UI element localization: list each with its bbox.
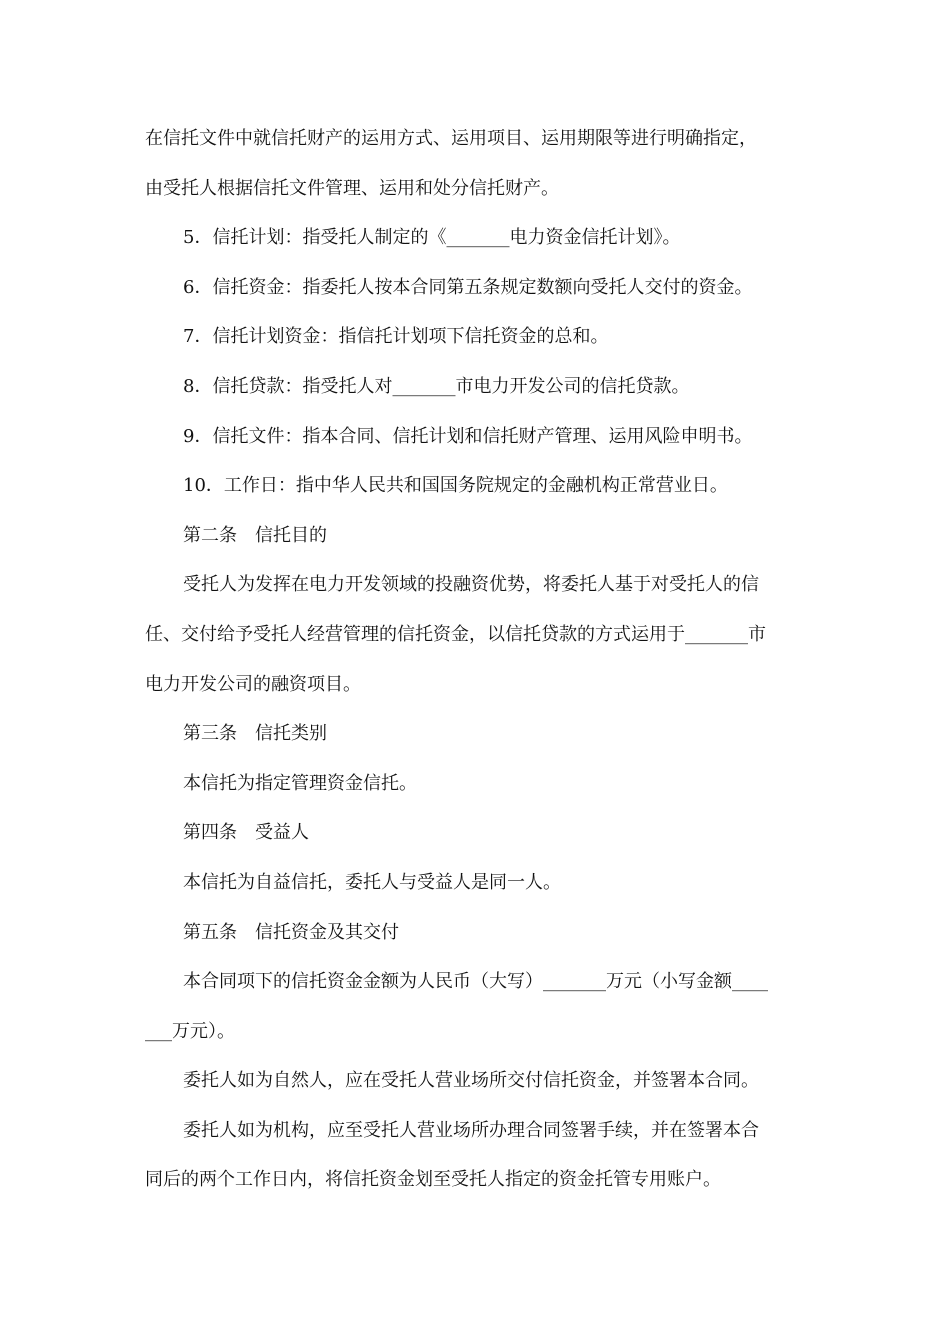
definition-item: 9．信托文件：指本合同、信托计划和信托财产管理、运用风险申明书。 bbox=[183, 425, 753, 447]
body-line: 本合同项下的信托资金金额为人民币（大写）_______万元（小写金额____ bbox=[183, 971, 768, 993]
body-line: 本信托为指定管理资金信托。 bbox=[183, 772, 417, 794]
article-heading: 第二条 信托目的 bbox=[183, 524, 327, 546]
body-line: 电力开发公司的融资项目。 bbox=[145, 673, 361, 695]
body-line: 本信托为自益信托，委托人与受益人是同一人。 bbox=[183, 871, 561, 893]
body-line: 委托人如为自然人，应在受托人营业场所交付信托资金，并签署本合同。 bbox=[183, 1070, 759, 1092]
article-heading: 第三条 信托类别 bbox=[183, 723, 327, 745]
body-line: 委托人如为机构，应至受托人营业场所办理合同签署手续，并在签署本合 bbox=[183, 1119, 759, 1141]
article-heading: 第四条 受益人 bbox=[183, 822, 309, 844]
definition-item: 6．信托资金：指委托人按本合同第五条规定数额向受托人交付的资金。 bbox=[183, 276, 753, 298]
definition-item: 8．信托贷款：指受托人对_______市电力开发公司的信托贷款。 bbox=[183, 375, 690, 397]
body-line: 任、交付给予受托人经营管理的信托资金，以信托贷款的方式运用于_______市 bbox=[145, 623, 766, 645]
body-line: 受托人为发挥在电力开发领域的投融资优势，将委托人基于对受托人的信 bbox=[183, 574, 759, 596]
body-line: 在信托文件中就信托财产的运用方式、运用项目、运用期限等进行明确指定， bbox=[145, 128, 757, 149]
article-heading: 第五条 信托资金及其交付 bbox=[183, 921, 399, 943]
body-line: ___万元）。 bbox=[145, 1020, 235, 1042]
definition-item: 5．信托计划：指受托人制定的《_______电力资金信托计划》。 bbox=[183, 227, 681, 249]
document-body bbox=[145, 114, 810, 1205]
definition-item: 7．信托计划资金：指信托计划项下信托资金的总和。 bbox=[183, 326, 609, 348]
body-line: 由受托人根据信托文件管理、运用和处分信托财产。 bbox=[145, 177, 559, 199]
definition-item: 10．工作日：指中华人民共和国国务院规定的金融机构正常营业日。 bbox=[183, 475, 728, 497]
body-line: 同后的两个工作日内，将信托资金划至受托人指定的资金托管专用账户。 bbox=[145, 1169, 721, 1191]
